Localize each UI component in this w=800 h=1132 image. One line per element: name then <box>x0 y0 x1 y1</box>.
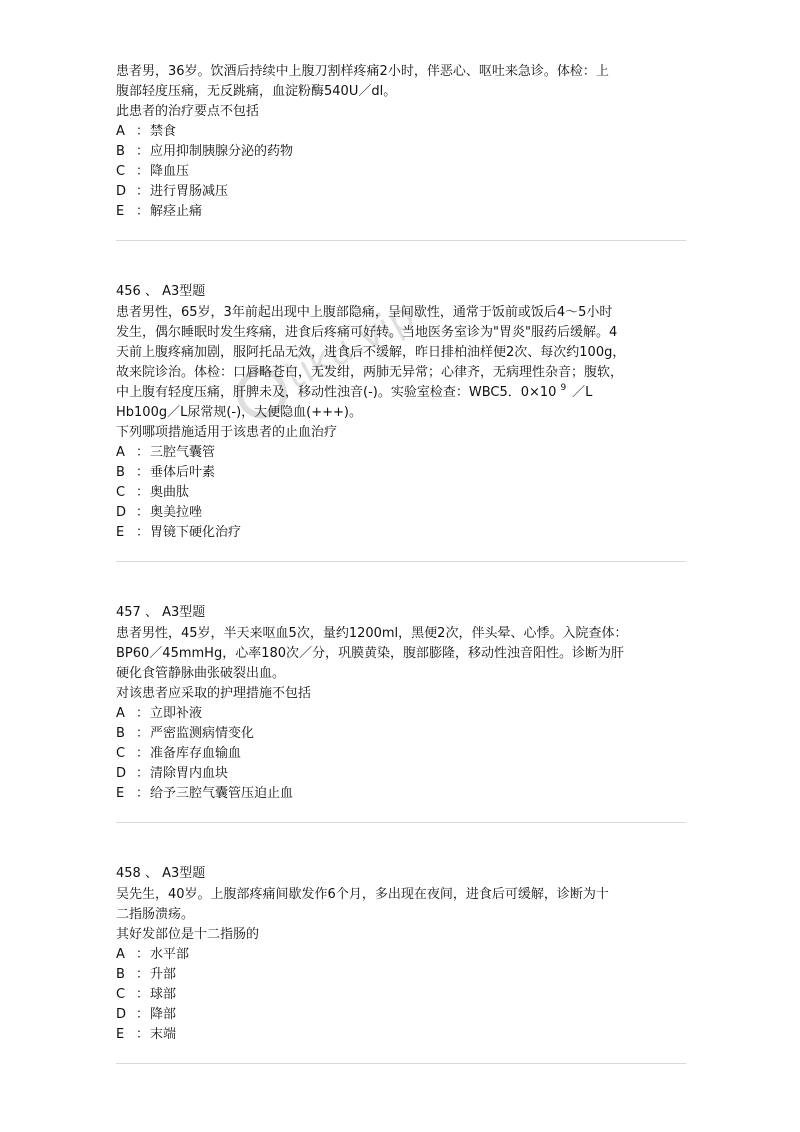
option-e: E ：胃镜下硬化治疗 <box>116 525 242 540</box>
question-456 <box>116 282 686 543</box>
option-a: A ：三腔气囊管 <box>116 445 216 460</box>
stem-line: Hb100g／L尿常规(-)，大便隐血(+++)。 <box>116 405 362 420</box>
option-d: D ：进行胃肠减压 <box>116 184 229 199</box>
stem-line: 二指肠溃疡。 <box>116 907 195 922</box>
question-header: 457 、 A3型题 <box>116 605 206 620</box>
option-b: B ：升部 <box>116 967 177 982</box>
document-page <box>116 62 686 1064</box>
stem-line: 硬化食管静脉曲张破裂出血。 <box>116 666 286 681</box>
option-c: C ：球部 <box>116 987 177 1002</box>
question-text: 此患者的治疗要点不包括 <box>116 104 260 119</box>
option-b: B ：严密监测病情变化 <box>116 726 255 741</box>
option-a: A ：禁食 <box>116 124 177 139</box>
option-b: B ：应用抑制胰腺分泌的药物 <box>116 144 294 159</box>
divider <box>116 1063 686 1064</box>
question-457 <box>116 603 686 804</box>
stem-line: 腹部轻度压痛，无反跳痛，血淀粉酶540U／dl。 <box>116 84 397 99</box>
stem-line: 患者男性，45岁，半天来呕血5次，量约1200ml，黑便2次，伴头晕、心悸。入院查体： <box>116 626 628 641</box>
stem-line: 患者男，36岁。饮酒后持续中上腹刀割样疼痛2小时，伴恶心、呕吐来急诊。体检：上 <box>116 64 609 79</box>
stem-line: 故来院诊治。体检：口唇略苍白，无发绀，两肺无异常；心律齐，无病理性杂音；腹软， <box>116 365 624 380</box>
option-e: E ：解痉止痛 <box>116 204 203 219</box>
question-header: 456 、 A3型题 <box>116 284 206 299</box>
option-c: C ：降血压 <box>116 164 190 179</box>
option-e: E ：给予三腔气囊管压迫止血 <box>116 786 294 801</box>
stem-line: 吴先生，40岁。上腹部疼痛间歇发作6个月，多出现在夜间，进食后可缓解，诊断为十 <box>116 887 609 902</box>
stem-line: 发生，偶尔睡眠时发生疼痛，进食后疼痛可好转。当地医务室诊为"胃炎"服药后缓解。4 <box>116 325 618 340</box>
option-b: B ：垂体后叶素 <box>116 465 216 480</box>
question-text: 对该患者应采取的护理措施不包括 <box>116 686 312 701</box>
question-455 <box>116 62 686 222</box>
stem-line: 患者男性，65岁，3年前起出现中上腹部隐痛，呈间歇性，通常于饭前或饭后4～5小时 <box>116 305 613 320</box>
option-a: A ：立即补液 <box>116 706 203 721</box>
question-458 <box>116 864 686 1045</box>
option-c: C ：准备库存血输血 <box>116 746 242 761</box>
watermark-text: tiku.vip <box>277 293 422 398</box>
stem-line: 天前上腹疼痛加剧，服阿托品无效，进食后不缓解，昨日排柏油样便2次、每次约100g， <box>116 345 626 360</box>
question-text: 其好发部位是十二指肠的 <box>116 927 260 942</box>
stem-line: BP60／45mmHg，心率180次／分，巩膜黄染，腹部膨隆，移动性浊音阳性。诊断为肝 <box>116 646 625 661</box>
option-e: E ：末端 <box>116 1027 177 1042</box>
question-header: 458 、 A3型题 <box>116 866 206 881</box>
stem-line: 中上腹有轻度压痛，肝脾未及，移动性浊音(-)。实验室检查：WBC5．0×10 $^9$ ／L <box>116 383 593 400</box>
option-a: A ：水平部 <box>116 947 190 962</box>
option-d: D ：清除胃内血块 <box>116 766 229 781</box>
option-c: C ：奥曲肽 <box>116 485 190 500</box>
option-d: D ：奥美拉唑 <box>116 505 203 520</box>
question-text: 下列哪项措施适用于该患者的止血治疗 <box>116 425 338 440</box>
option-d: D ：降部 <box>116 1007 177 1022</box>
